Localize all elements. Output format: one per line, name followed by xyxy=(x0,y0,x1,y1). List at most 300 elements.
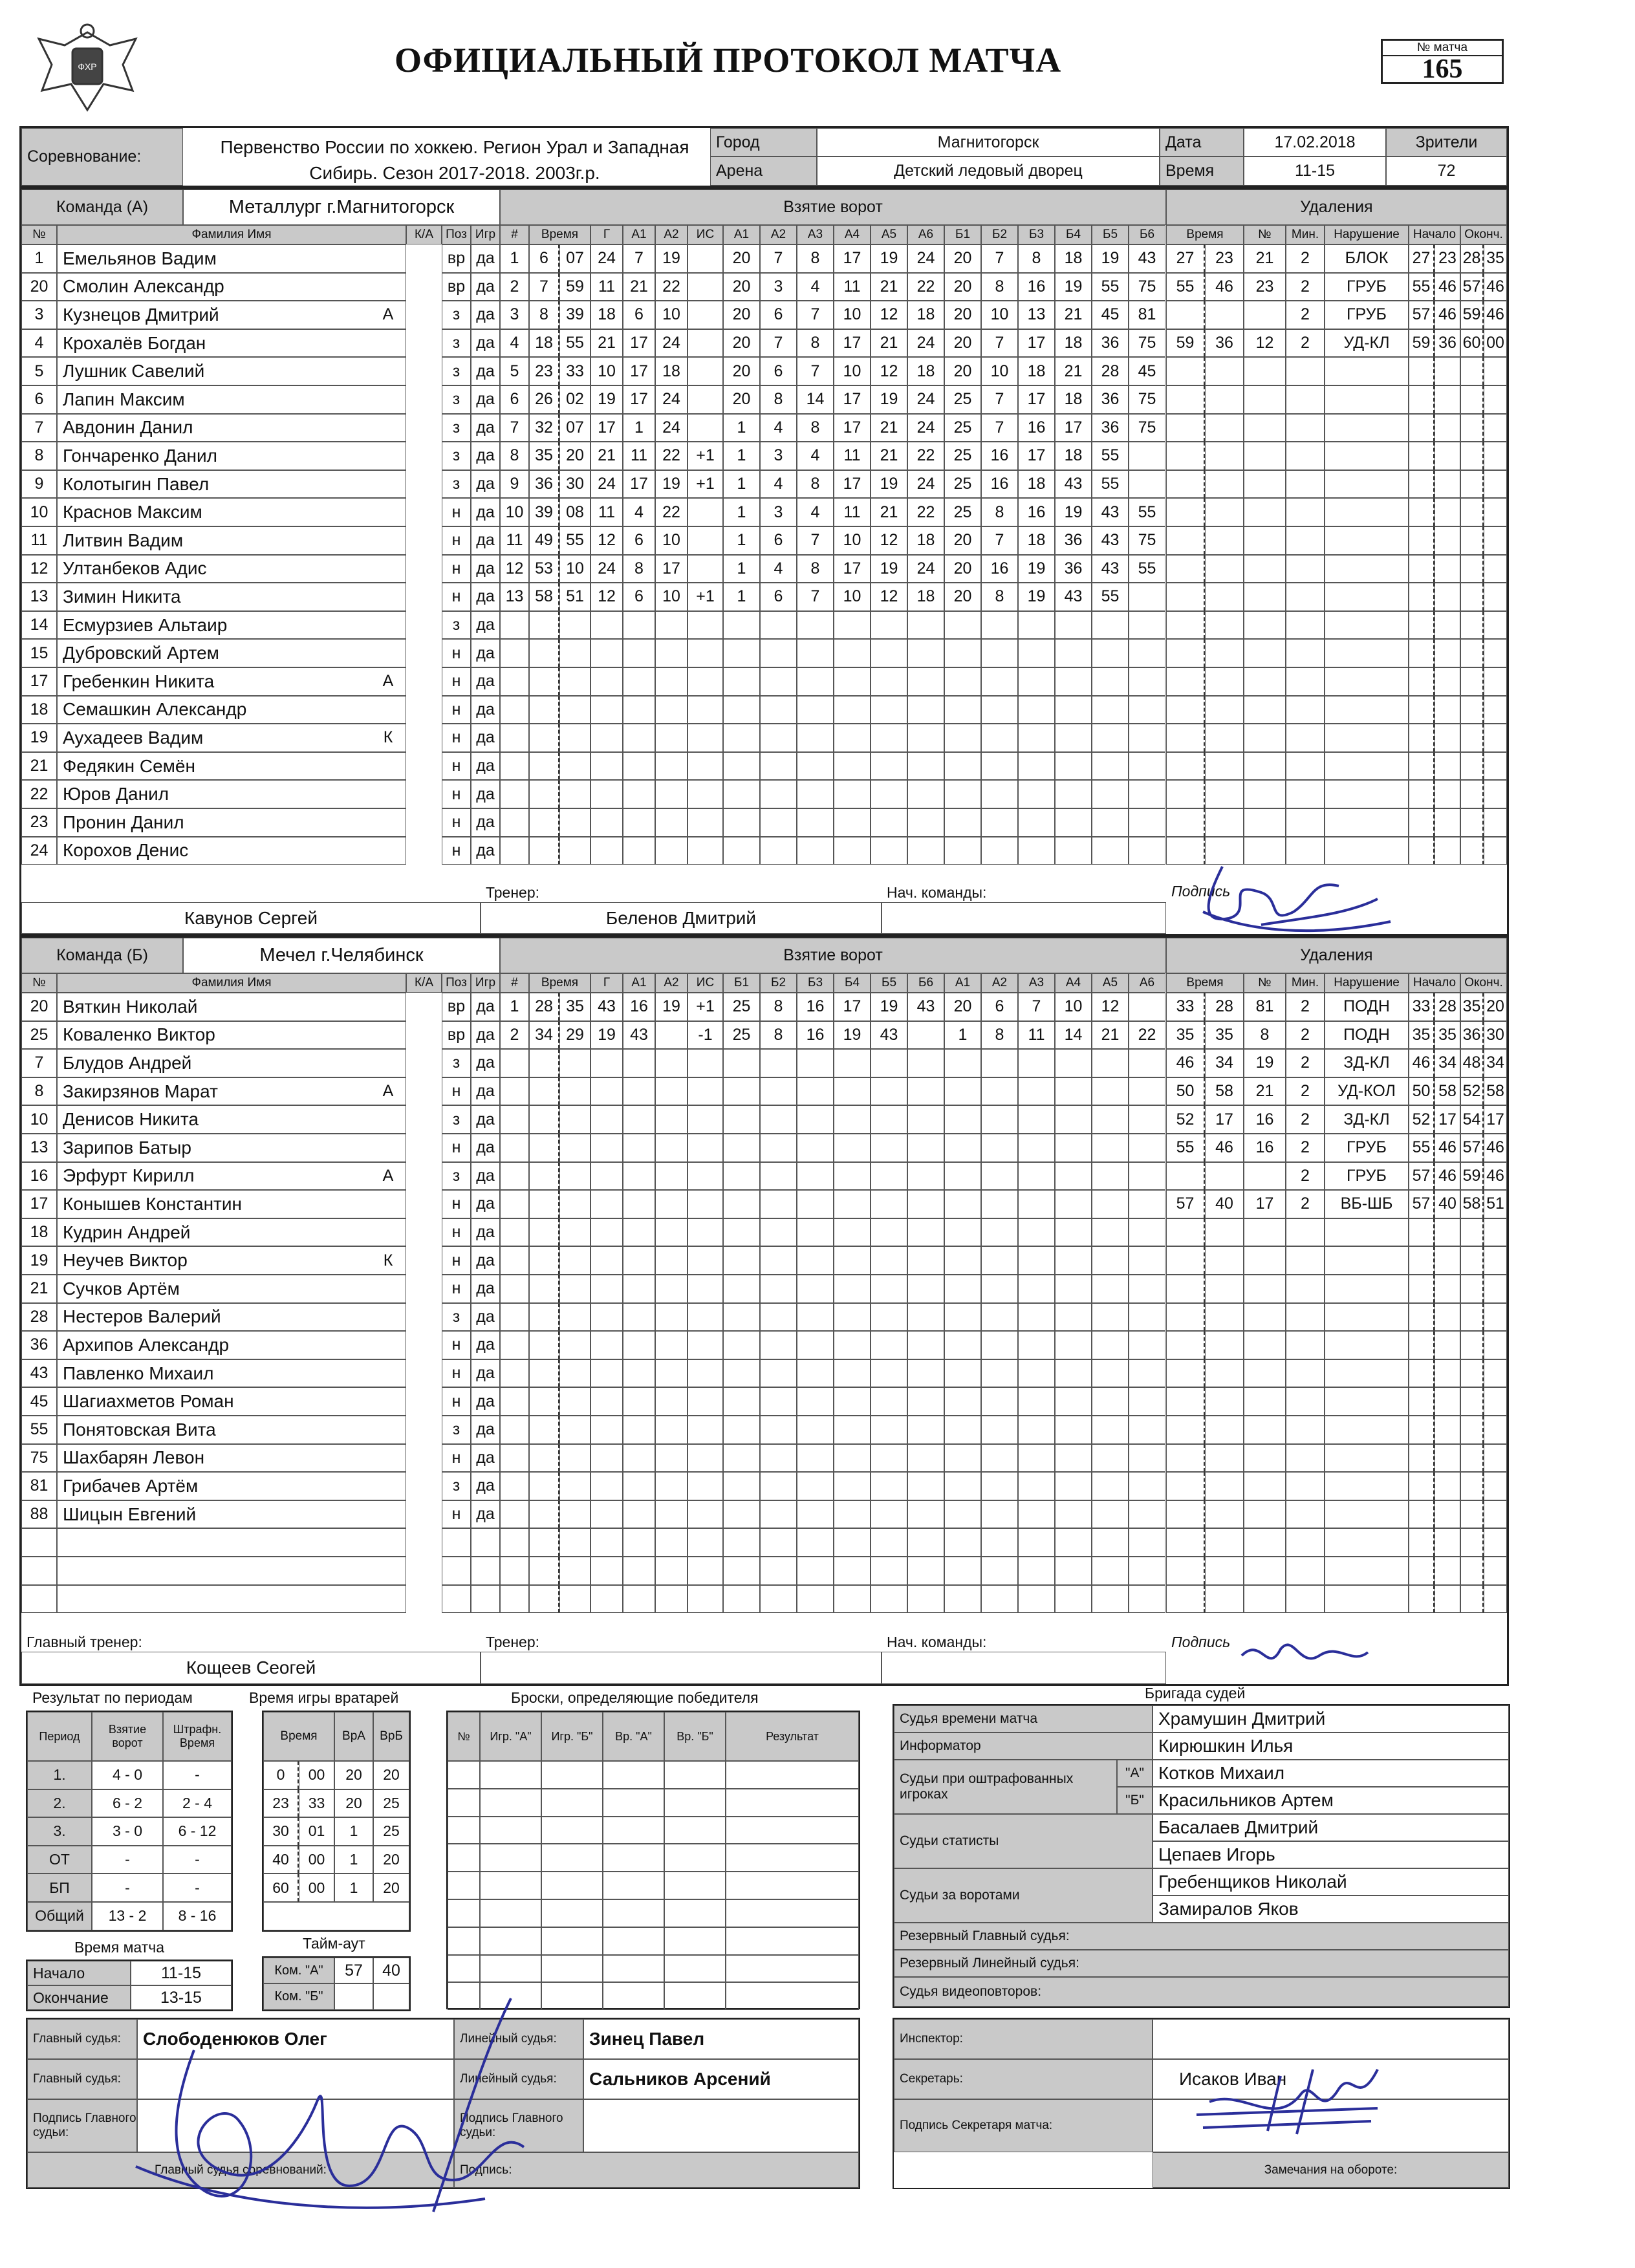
penalty-value: 16 xyxy=(1244,1134,1286,1162)
period-value: 6 - 2 xyxy=(92,1789,163,1818)
onice-player xyxy=(944,780,981,808)
player-name: Конышев Константин xyxy=(57,1190,371,1218)
onice-player: 20 xyxy=(944,301,981,329)
onice-player xyxy=(1129,1331,1165,1359)
goal-col-value: 18 xyxy=(655,357,688,385)
team-b-goals-header: Взятие ворот xyxy=(500,938,1166,973)
penalty-value: 55 xyxy=(1409,1134,1435,1162)
player-captain xyxy=(371,329,406,358)
goal-col-value xyxy=(688,555,723,583)
goal-col-value xyxy=(688,611,723,640)
shootout-cell xyxy=(448,1761,480,1789)
goal-col-value xyxy=(655,1303,688,1332)
penalty-value xyxy=(1166,385,1205,414)
shootout-cell xyxy=(448,1817,480,1844)
onice-player xyxy=(871,1387,907,1416)
onice-player xyxy=(834,1105,871,1134)
player-play xyxy=(471,1585,500,1614)
penalty-value xyxy=(1286,1218,1325,1247)
goal-col-value: 24 xyxy=(655,414,688,442)
player-pos: н xyxy=(442,1077,471,1106)
head-ref-comp-label: Главный судья соревнований: xyxy=(27,2152,454,2188)
penalty-value xyxy=(1484,1528,1507,1557)
onice-player: 19 xyxy=(871,385,907,414)
onice-player xyxy=(797,1303,834,1332)
penalty-value xyxy=(1484,1359,1507,1388)
goal-col-value xyxy=(623,1472,655,1500)
penalty-value xyxy=(1205,1218,1244,1247)
onice-player xyxy=(723,808,760,837)
goal-time-sec xyxy=(559,1303,590,1332)
goal-col-value xyxy=(590,696,623,724)
onice-player xyxy=(944,639,981,667)
onice-player xyxy=(834,1303,871,1332)
onice-player: 25 xyxy=(944,385,981,414)
penalty-value xyxy=(1484,1557,1507,1585)
goal-col-value xyxy=(590,752,623,781)
player-pos: н xyxy=(442,780,471,808)
goal-col-value: 17 xyxy=(623,329,655,358)
player-captain xyxy=(371,1275,406,1303)
goal-number xyxy=(500,1528,529,1557)
goal-col-value xyxy=(655,837,688,865)
penalty-value: ГРУБ xyxy=(1325,1134,1409,1162)
penalty-value: 46 xyxy=(1409,1049,1435,1077)
penalty-value xyxy=(1244,555,1286,583)
goal-col-value: 1 xyxy=(623,414,655,442)
onice-player xyxy=(797,696,834,724)
penalty-value xyxy=(1435,639,1460,667)
penalty-value xyxy=(1484,696,1507,724)
goal-col-value xyxy=(655,1585,688,1614)
penalty-value xyxy=(1435,1246,1460,1275)
secretary-sign-label: Подпись Секретаря матча: xyxy=(894,2099,1153,2152)
goal-time-sec xyxy=(559,1105,590,1134)
goal-col-value: 17 xyxy=(623,470,655,499)
penalty-value: 23 xyxy=(1205,244,1244,273)
onice-col-header: Б5 xyxy=(1092,225,1129,244)
onice-player xyxy=(834,639,871,667)
goal-col-value xyxy=(655,696,688,724)
onice-player: 7 xyxy=(981,244,1018,273)
goalie-b: 20 xyxy=(373,1761,409,1789)
penalty-value xyxy=(1435,526,1460,555)
goal-col-value xyxy=(688,1500,723,1529)
player-play: да xyxy=(471,301,500,329)
goal-col-value: 24 xyxy=(590,555,623,583)
player-captain xyxy=(371,1416,406,1444)
player-name: Литвин Вадим xyxy=(57,526,371,555)
goal-col-value xyxy=(688,639,723,667)
onice-player: 13 xyxy=(1018,301,1055,329)
onice-player xyxy=(1055,1359,1092,1388)
player-play: да xyxy=(471,1246,500,1275)
penalty-value xyxy=(1286,1472,1325,1500)
team-a-name: Металлург г.Магнитогорск xyxy=(183,189,500,225)
penalty-value xyxy=(1205,414,1244,442)
goal-col-value xyxy=(623,639,655,667)
penalty-value: 55 xyxy=(1166,273,1205,301)
team-b-chief-label: Нач. команды: xyxy=(887,1633,987,1650)
onice-player: 1 xyxy=(723,526,760,555)
penalty-value: 59 xyxy=(1166,329,1205,358)
penalty-value xyxy=(1435,1472,1460,1500)
pen-col-header: Оконч. xyxy=(1460,973,1507,993)
shootout-cell xyxy=(603,1955,664,1983)
penalty-value xyxy=(1409,498,1435,526)
goal-col-value xyxy=(688,1557,723,1585)
shootout-cell xyxy=(541,1761,603,1789)
penalty-value xyxy=(1244,442,1286,470)
player-pos: н xyxy=(442,639,471,667)
onice-player xyxy=(907,1331,944,1359)
goal-number xyxy=(500,667,529,696)
player-play: да xyxy=(471,1190,500,1218)
onice-player: 7 xyxy=(760,244,797,273)
onice-player: 43 xyxy=(1092,526,1129,555)
player-play xyxy=(471,1557,500,1585)
penalty-value: БЛОК xyxy=(1325,244,1409,273)
penalty-value xyxy=(1325,1331,1409,1359)
goal-col-value xyxy=(623,1275,655,1303)
goalie-b: 20 xyxy=(373,1874,409,1902)
player-captain xyxy=(371,1528,406,1557)
penalty-value xyxy=(1205,611,1244,640)
ref-goal-label: Судьи за воротами xyxy=(894,1868,1153,1923)
penalty-value: УД-КОЛ xyxy=(1325,1077,1409,1106)
onice-player: 22 xyxy=(907,498,944,526)
onice-player xyxy=(834,1134,871,1162)
onice-player: 12 xyxy=(871,301,907,329)
onice-player xyxy=(760,1190,797,1218)
goal-time-sec: 55 xyxy=(559,329,590,358)
penalty-value: 35 xyxy=(1409,1021,1435,1050)
penalty-value xyxy=(1460,1303,1484,1332)
onice-player xyxy=(797,639,834,667)
onice-player xyxy=(944,1134,981,1162)
player-play: да xyxy=(471,1500,500,1529)
goal-col-value xyxy=(688,724,723,752)
penalty-value xyxy=(1460,1387,1484,1416)
goalie-a: 20 xyxy=(334,1761,373,1789)
onice-player: 3 xyxy=(760,498,797,526)
penalty-value xyxy=(1484,1387,1507,1416)
goal-time-sec: 07 xyxy=(559,414,590,442)
onice-player: 7 xyxy=(797,583,834,611)
goal-time-min xyxy=(529,1331,559,1359)
onice-player xyxy=(871,724,907,752)
penalty-value: 2 xyxy=(1286,329,1325,358)
goal-number: 7 xyxy=(500,414,529,442)
onice-player xyxy=(981,1049,1018,1077)
player-play: да xyxy=(471,442,500,470)
pen-col-header: Время xyxy=(1166,225,1244,244)
penalty-value xyxy=(1244,1387,1286,1416)
penalty-value xyxy=(1325,1528,1409,1557)
penalty-value: 46 xyxy=(1166,1049,1205,1077)
penalty-value xyxy=(1325,1246,1409,1275)
shootout-cell xyxy=(480,1872,541,1899)
penalty-value: 2 xyxy=(1286,1105,1325,1134)
ref-penalty-a: "А" xyxy=(1117,1760,1153,1787)
onice-col-header: Б2 xyxy=(760,973,797,993)
onice-player xyxy=(723,667,760,696)
city-label: Город xyxy=(710,128,817,157)
pen-col-header: № xyxy=(1244,225,1286,244)
shootout-cell xyxy=(726,1789,859,1817)
penalty-value xyxy=(1435,442,1460,470)
goal-time-min xyxy=(529,1105,559,1134)
goal-number xyxy=(500,752,529,781)
onice-player: 6 xyxy=(760,583,797,611)
onice-player xyxy=(1018,611,1055,640)
goal-col-value: 24 xyxy=(655,385,688,414)
onice-player xyxy=(871,1077,907,1106)
goal-number xyxy=(500,611,529,640)
onice-player xyxy=(723,1134,760,1162)
player-name xyxy=(57,1585,371,1614)
goal-col-value xyxy=(655,1021,688,1050)
shootout-cell xyxy=(480,1761,541,1789)
goal-number: 10 xyxy=(500,498,529,526)
competition-label: Соревнование: xyxy=(21,128,183,186)
player-name: Блудов Андрей xyxy=(57,1049,371,1077)
onice-player xyxy=(1018,1190,1055,1218)
ref-stat-1: Басалаев Дмитрий xyxy=(1153,1814,1509,1841)
penalty-value xyxy=(1435,1359,1460,1388)
onice-player: 25 xyxy=(944,498,981,526)
onice-player: 7 xyxy=(797,526,834,555)
player-name: Зимин Никита xyxy=(57,583,371,611)
penalty-value xyxy=(1325,1303,1409,1332)
onice-player xyxy=(1092,752,1129,781)
onice-player: 36 xyxy=(1092,414,1129,442)
player-pos: з xyxy=(442,470,471,499)
onice-player xyxy=(1018,1105,1055,1134)
goal-time-sec xyxy=(559,1528,590,1557)
team-b-section xyxy=(19,936,1509,1686)
onice-player xyxy=(1129,1500,1165,1529)
player-name: Архипов Александр xyxy=(57,1331,371,1359)
penalty-value xyxy=(1166,724,1205,752)
team-b-coach-label: Тренер: xyxy=(486,1633,540,1650)
player-pos: н xyxy=(442,752,471,781)
onice-player: 21 xyxy=(1055,357,1092,385)
goal-time-sec: 55 xyxy=(559,526,590,555)
onice-player: 55 xyxy=(1092,470,1129,499)
onice-player xyxy=(1018,696,1055,724)
penalty-value xyxy=(1435,1557,1460,1585)
onice-player: 17 xyxy=(1055,414,1092,442)
onice-player xyxy=(871,639,907,667)
team-a-chief-label: Нач. команды: xyxy=(887,883,987,901)
goal-col-value xyxy=(623,1416,655,1444)
goal-col-value: 22 xyxy=(655,273,688,301)
penalty-value xyxy=(1460,724,1484,752)
penalty-value xyxy=(1205,1444,1244,1473)
goal-col-value xyxy=(655,1557,688,1585)
player-name: Нестеров Валерий xyxy=(57,1303,371,1332)
onice-player: 8 xyxy=(760,1021,797,1050)
onice-player xyxy=(1129,1275,1165,1303)
goalie-time-title: Время игры вратарей xyxy=(249,1689,399,1706)
shootout-cell xyxy=(448,1789,480,1817)
onice-player: 36 xyxy=(1092,385,1129,414)
goal-time-sec xyxy=(559,808,590,837)
ref-goal-1: Гребенщиков Николай xyxy=(1153,1868,1509,1895)
goalie-time-sec: 00 xyxy=(299,1761,334,1789)
goalie-time-min: 40 xyxy=(263,1846,299,1874)
penalty-value xyxy=(1460,526,1484,555)
goal-col-value xyxy=(655,1049,688,1077)
goal-time-sec xyxy=(559,1049,590,1077)
goal-time-sec xyxy=(559,1359,590,1388)
penalty-value: 46 xyxy=(1484,1134,1507,1162)
shootout-cell xyxy=(480,1817,541,1844)
team-b-coach: Кощеев Сеогей xyxy=(21,1652,481,1684)
goal-number xyxy=(500,837,529,865)
penalty-value: 46 xyxy=(1484,301,1507,329)
onice-player xyxy=(1018,1049,1055,1077)
penalty-value: 17 xyxy=(1205,1105,1244,1134)
goal-col-value xyxy=(590,1416,623,1444)
onice-player xyxy=(834,1416,871,1444)
onice-player xyxy=(1018,1416,1055,1444)
penalty-value xyxy=(1460,470,1484,499)
goal-time-sec xyxy=(559,1246,590,1275)
penalty-value xyxy=(1205,1162,1244,1191)
player-name: Гончаренко Данил xyxy=(57,442,371,470)
penalty-value xyxy=(1409,611,1435,640)
onice-player xyxy=(1092,1246,1129,1275)
onice-player: 14 xyxy=(1055,1021,1092,1050)
player-captain xyxy=(371,385,406,414)
onice-player: 6 xyxy=(760,526,797,555)
player-name: Семашкин Александр xyxy=(57,696,371,724)
penalty-value xyxy=(1484,414,1507,442)
onice-player xyxy=(907,1528,944,1557)
onice-player xyxy=(1055,1557,1092,1585)
penalty-value xyxy=(1484,837,1507,865)
penalty-value xyxy=(1286,780,1325,808)
penalty-value xyxy=(1435,1444,1460,1473)
onice-player xyxy=(723,1500,760,1529)
goal-col-value: 11 xyxy=(590,273,623,301)
player-captain xyxy=(371,1500,406,1529)
goal-col-value xyxy=(655,1331,688,1359)
shootout-cell xyxy=(664,1844,726,1872)
penalty-value xyxy=(1166,1500,1205,1529)
onice-col-header: Б4 xyxy=(834,973,871,993)
penalty-value xyxy=(1435,667,1460,696)
onice-player xyxy=(1055,837,1092,865)
goal-col-value xyxy=(623,1585,655,1614)
onice-player xyxy=(723,696,760,724)
goal-number xyxy=(500,1416,529,1444)
player-pos xyxy=(442,1528,471,1557)
ref-info: Кирюшкин Илья xyxy=(1153,1733,1509,1760)
onice-player: 4 xyxy=(797,273,834,301)
onice-player xyxy=(981,724,1018,752)
onice-player xyxy=(944,1049,981,1077)
pen-col-header: Оконч. xyxy=(1460,225,1507,244)
goalie-a: 1 xyxy=(334,1846,373,1874)
goal-time-sec: 29 xyxy=(559,1021,590,1050)
onice-player xyxy=(760,808,797,837)
onice-player xyxy=(1055,1105,1092,1134)
onice-player: 10 xyxy=(834,583,871,611)
goal-col-value xyxy=(590,1528,623,1557)
onice-player: 75 xyxy=(1129,329,1165,358)
player-number: 25 xyxy=(21,1021,57,1050)
penalty-value: 36 xyxy=(1460,1021,1484,1050)
player-name: Закирзянов Марат xyxy=(57,1077,371,1106)
player-pos: н xyxy=(442,696,471,724)
penalty-value: 2 xyxy=(1286,993,1325,1021)
penalty-value xyxy=(1244,470,1286,499)
player-name: Федякин Семён xyxy=(57,752,371,781)
penalty-value xyxy=(1205,1331,1244,1359)
penalty-value: 58 xyxy=(1205,1077,1244,1106)
onice-player xyxy=(1092,1444,1129,1473)
penalty-value xyxy=(1435,1500,1460,1529)
player-pos: н xyxy=(442,583,471,611)
onice-player xyxy=(1129,1134,1165,1162)
goal-time-sec: 30 xyxy=(559,470,590,499)
onice-player xyxy=(834,667,871,696)
goal-col-value xyxy=(655,1105,688,1134)
player-col-header: Поз xyxy=(442,225,471,244)
shootout-cell xyxy=(664,1872,726,1899)
onice-col-header: Б3 xyxy=(1018,225,1055,244)
player-captain xyxy=(371,1472,406,1500)
penalty-value xyxy=(1166,1444,1205,1473)
onice-player: 20 xyxy=(944,329,981,358)
penalty-value xyxy=(1205,1416,1244,1444)
player-name xyxy=(57,1557,371,1585)
onice-player xyxy=(1092,639,1129,667)
penalty-value: 81 xyxy=(1244,993,1286,1021)
penalty-value xyxy=(1409,357,1435,385)
penalty-value: 2 xyxy=(1286,1021,1325,1050)
team-b-penalties-header: Удаления xyxy=(1166,938,1507,973)
goal-time-sec xyxy=(559,667,590,696)
onice-player: 19 xyxy=(871,993,907,1021)
date: 17.02.2018 xyxy=(1244,128,1386,157)
goal-col-value: 7 xyxy=(623,244,655,273)
penalty-value xyxy=(1409,724,1435,752)
player-name: Денисов Никита xyxy=(57,1105,371,1134)
onice-player xyxy=(834,1387,871,1416)
goal-time-sec: 02 xyxy=(559,385,590,414)
penalty-value: ВБ-ШБ xyxy=(1325,1190,1409,1218)
onice-player xyxy=(871,1190,907,1218)
goal-col-value xyxy=(623,1134,655,1162)
goal-time-sec xyxy=(559,1416,590,1444)
goal-col-value xyxy=(590,1246,623,1275)
ref-time: Храмушин Дмитрий xyxy=(1153,1705,1509,1733)
onice-player xyxy=(1129,837,1165,865)
goal-number: 11 xyxy=(500,526,529,555)
goal-col-value: 12 xyxy=(590,526,623,555)
player-name: Гребенкин Никита xyxy=(57,667,371,696)
onice-player xyxy=(1092,1331,1129,1359)
goal-col-value xyxy=(623,1190,655,1218)
penalty-value xyxy=(1435,752,1460,781)
onice-player xyxy=(1018,1359,1055,1388)
onice-player xyxy=(723,1444,760,1473)
goal-time-min xyxy=(529,611,559,640)
